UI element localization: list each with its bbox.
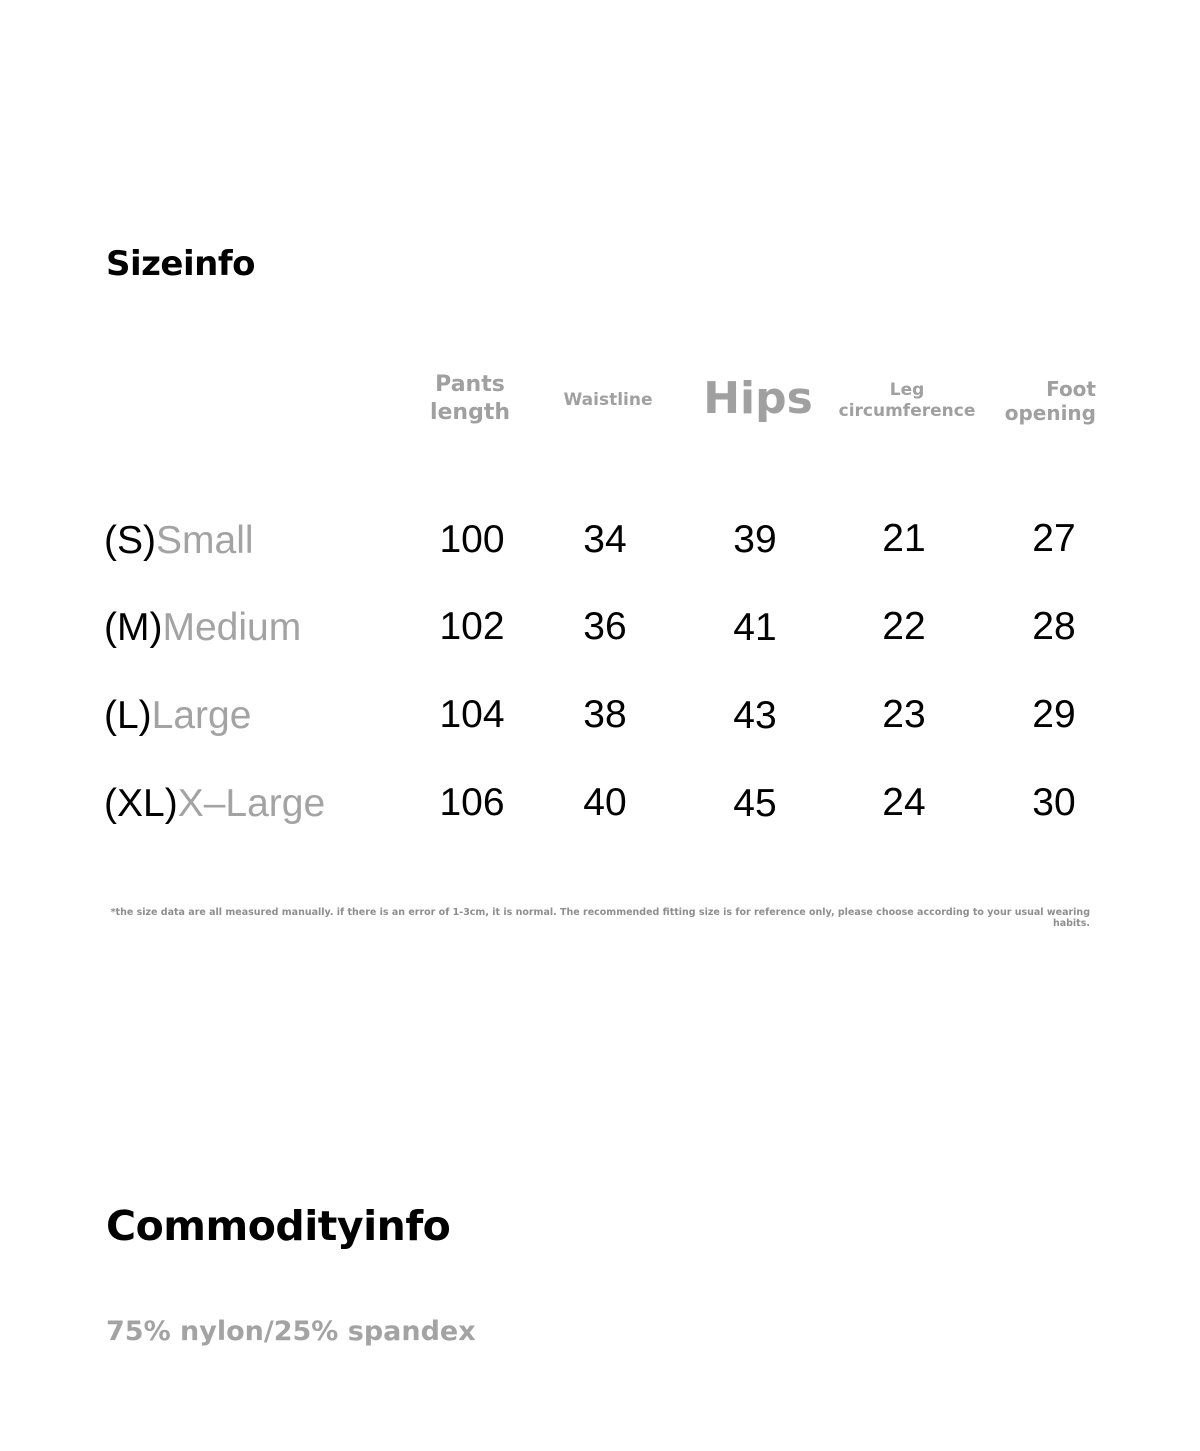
material-composition: 75% nylon/25% spandex: [106, 1316, 476, 1347]
size-name: Small: [156, 519, 254, 562]
cell-m-leg: 22: [882, 605, 926, 648]
cell-l-leg: 23: [882, 693, 926, 736]
cell-m-foot: 28: [1032, 605, 1076, 648]
size-code: (XL): [104, 782, 178, 825]
cell-m-waistline: 36: [583, 605, 627, 648]
header-foot-line2: opening: [1004, 401, 1096, 425]
size-name: X–Large: [177, 782, 326, 825]
header-pants-length: [420, 371, 520, 427]
measurement-note: *the size data are all measured manually. if there is an error of 1-3cm, it is normal. The recommended fitting size is for reference only, please choose according to your usual wearing habits.: [110, 907, 1090, 929]
header-pants-length-line1: Pants: [435, 372, 505, 397]
size-info-title: Sizeinfo: [106, 244, 255, 284]
cell-l-pants-length: 104: [439, 693, 505, 736]
cell-xl-hips: 45: [733, 782, 777, 825]
header-leg-line2: circumference: [838, 401, 976, 421]
size-code: (S): [104, 519, 156, 562]
cell-s-foot: 27: [1032, 517, 1076, 560]
header-leg-circumference: [836, 380, 978, 422]
cell-xl-waistline: 40: [583, 781, 627, 824]
cell-s-waistline: 34: [583, 518, 627, 561]
cell-l-hips: 43: [733, 694, 777, 737]
cell-xl-foot: 30: [1032, 781, 1076, 824]
commodity-info-title: Commodityinfo: [106, 1202, 451, 1250]
cell-m-pants-length: 102: [439, 605, 505, 648]
cell-l-waistline: 38: [583, 693, 627, 736]
size-label-m: [104, 608, 301, 647]
size-code: (L): [104, 694, 152, 737]
size-name: Large: [151, 694, 252, 737]
header-leg-line1: Leg: [889, 380, 925, 400]
size-name: Medium: [162, 606, 302, 649]
header-pants-length-line2: length: [429, 400, 511, 425]
size-label-s: [104, 521, 254, 560]
header-hips: Hips: [703, 373, 813, 424]
header-waistline: Waistline: [563, 390, 653, 410]
cell-s-leg: 21: [882, 517, 926, 560]
cell-s-pants-length: 100: [439, 518, 505, 561]
size-code: (M): [104, 606, 163, 649]
cell-m-hips: 41: [733, 606, 777, 649]
size-label-l: [104, 696, 251, 735]
cell-l-foot: 29: [1032, 693, 1076, 736]
cell-xl-leg: 24: [882, 781, 926, 824]
cell-xl-pants-length: 106: [439, 781, 505, 824]
header-foot-opening: [980, 377, 1096, 425]
size-label-xl: [104, 784, 325, 823]
cell-s-hips: 39: [733, 518, 777, 561]
header-foot-line1: Foot: [1046, 377, 1096, 401]
